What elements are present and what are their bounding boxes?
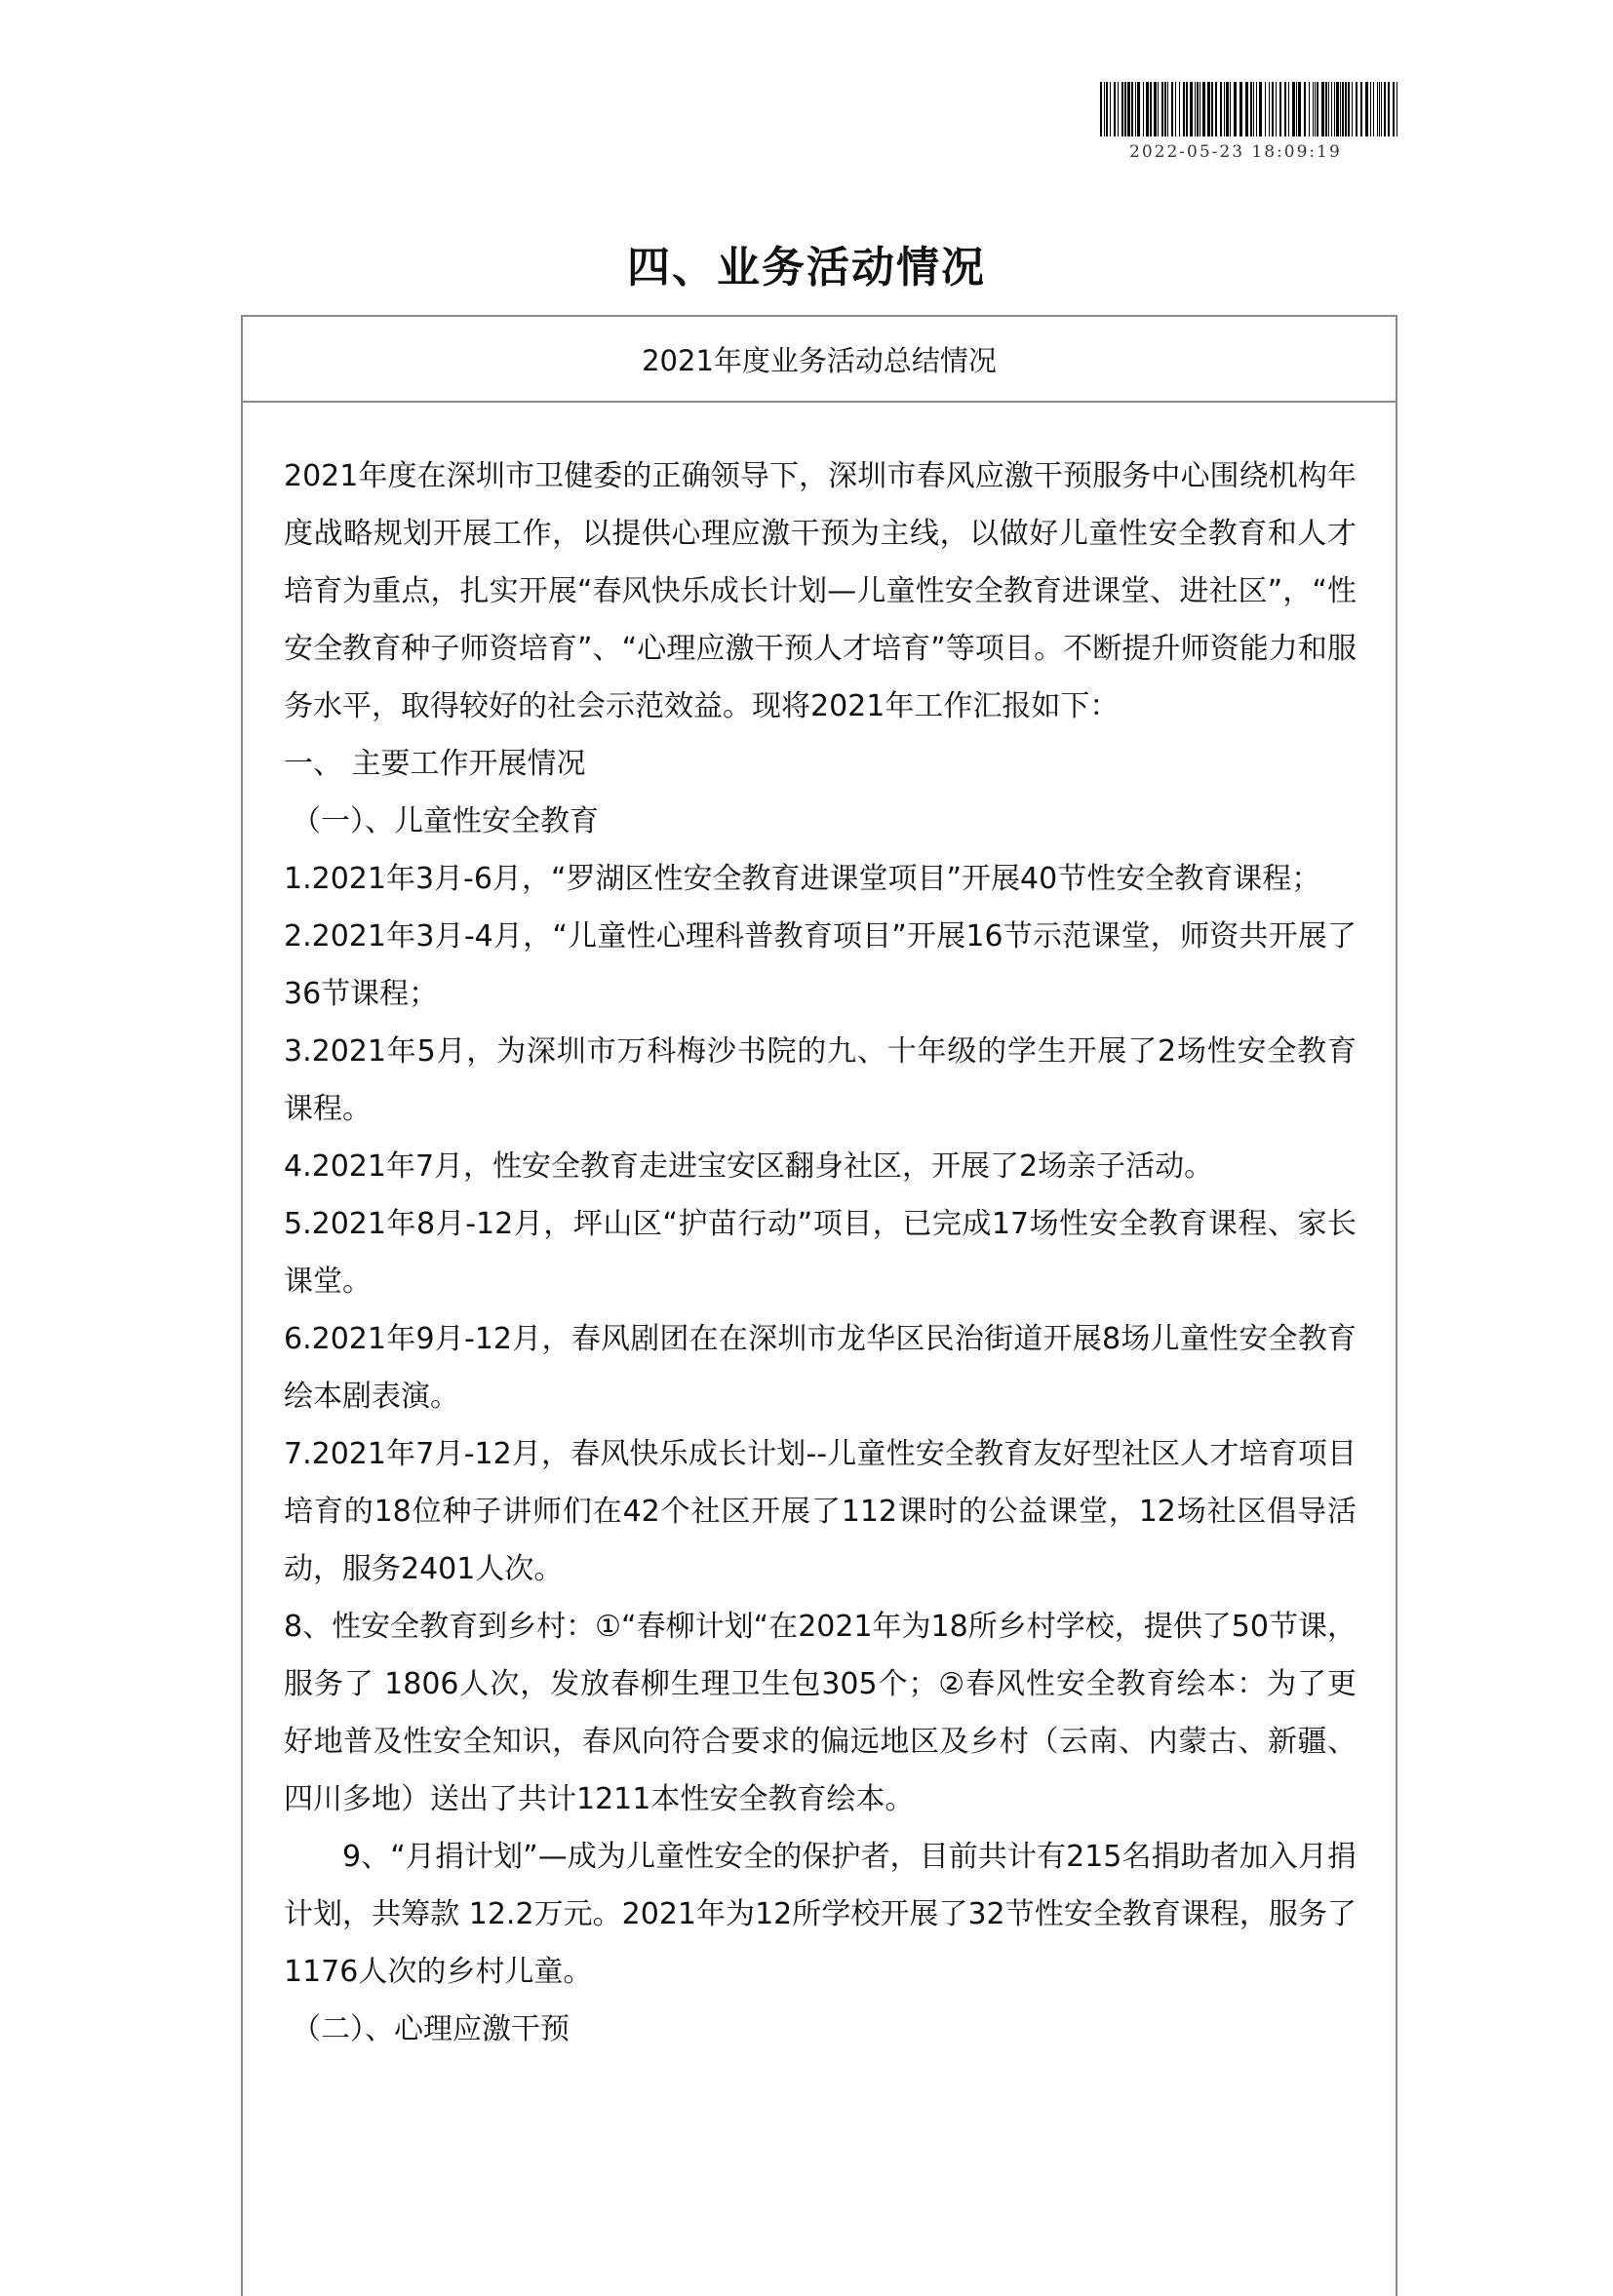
list-item: 4.2021年7月，性安全教育走进宝安区翻身社区，开展了2场亲子活动。 — [284, 1149, 1214, 1184]
subsection-heading: （二）、心理应激干预 — [292, 2012, 570, 2046]
barcode-timestamp: 2022-05-23 18:09:19 — [1129, 142, 1342, 162]
list-item: 1.2021年3月-6月，“罗湖区性安全教育进课堂项目”开展40节性安全教育课程； — [284, 862, 1321, 896]
section-heading: 一、 主要工作开展情况 — [284, 747, 586, 781]
list-item: 6.2021年9月-12月，春风剧团在在深圳市龙华区民治街道开展8场儿童性安全教育绘本剧表演。 — [284, 1322, 1357, 1414]
barcode-stamp — [1100, 82, 1402, 162]
activity-table — [241, 315, 1397, 2296]
list-item: 2.2021年3月-4月，“儿童性心理科普教育项目”开展16节示范课堂，师资共开展了36节课程； — [284, 919, 1357, 1011]
list-item: 9、“月捐计划”—成为儿童性安全的保护者，目前共计有215名捐助者加入月捐计划，共筹款 12.2万元。2021年为12所学校开展了32节性安全教育课程，服务了1176人次的乡村儿童。 — [284, 1840, 1357, 1989]
list-item: 8、性安全教育到乡村：①“春柳计划“在2021年为18所乡村学校，提供了50节课，服务了 1806人次，发放春柳生理卫生包305个；②春风性安全教育绘本：为了更好地普及性安全知识，春风向符合要求的偏远地区及乡村（云南、内蒙古、新疆、四川多地）送出了共计1211本性安全教育绘本。 — [284, 1610, 1357, 1816]
list-item: 5.2021年8月-12月，坪山区“护苗行动”项目，已完成17场性安全教育课程、家长课堂。 — [284, 1207, 1357, 1299]
table-content — [243, 403, 1396, 2058]
subsection-heading: （一）、儿童性安全教育 — [292, 804, 599, 838]
list-item: 3.2021年5月，为深圳市万科梅沙书院的九、十年级的学生开展了2场性安全教育课程。 — [284, 1034, 1357, 1126]
page-title: 四、业务活动情况 — [627, 243, 986, 292]
list-item: 7.2021年7月-12月，春风快乐成长计划--儿童性安全教育友好型社区人才培育项目培育的18位种子讲师们在42个社区开展了112课时的公益课堂，12场社区倡导活动，服务2401人次。 — [284, 1437, 1357, 1586]
barcode-icon — [1100, 82, 1398, 136]
intro-paragraph: 2021年度在深圳市卫健委的正确领导下，深圳市春风应激干预服务中心围绕机构年度战略规划开展工作，以提供心理应激干预为主线，以做好儿童性安全教育和人才培育为重点，扎实开展“春风快乐成长计划—儿童性安全教育进课堂、进社区”，“性安全教育种子师资培育”、“心理应激干预人才培育”等项目。不断提升师资能力和服务水平，取得较好的社会示范效益。现将2021年工作汇报如下： — [284, 459, 1357, 723]
table-header: 2021年度业务活动总结情况 — [243, 317, 1396, 403]
